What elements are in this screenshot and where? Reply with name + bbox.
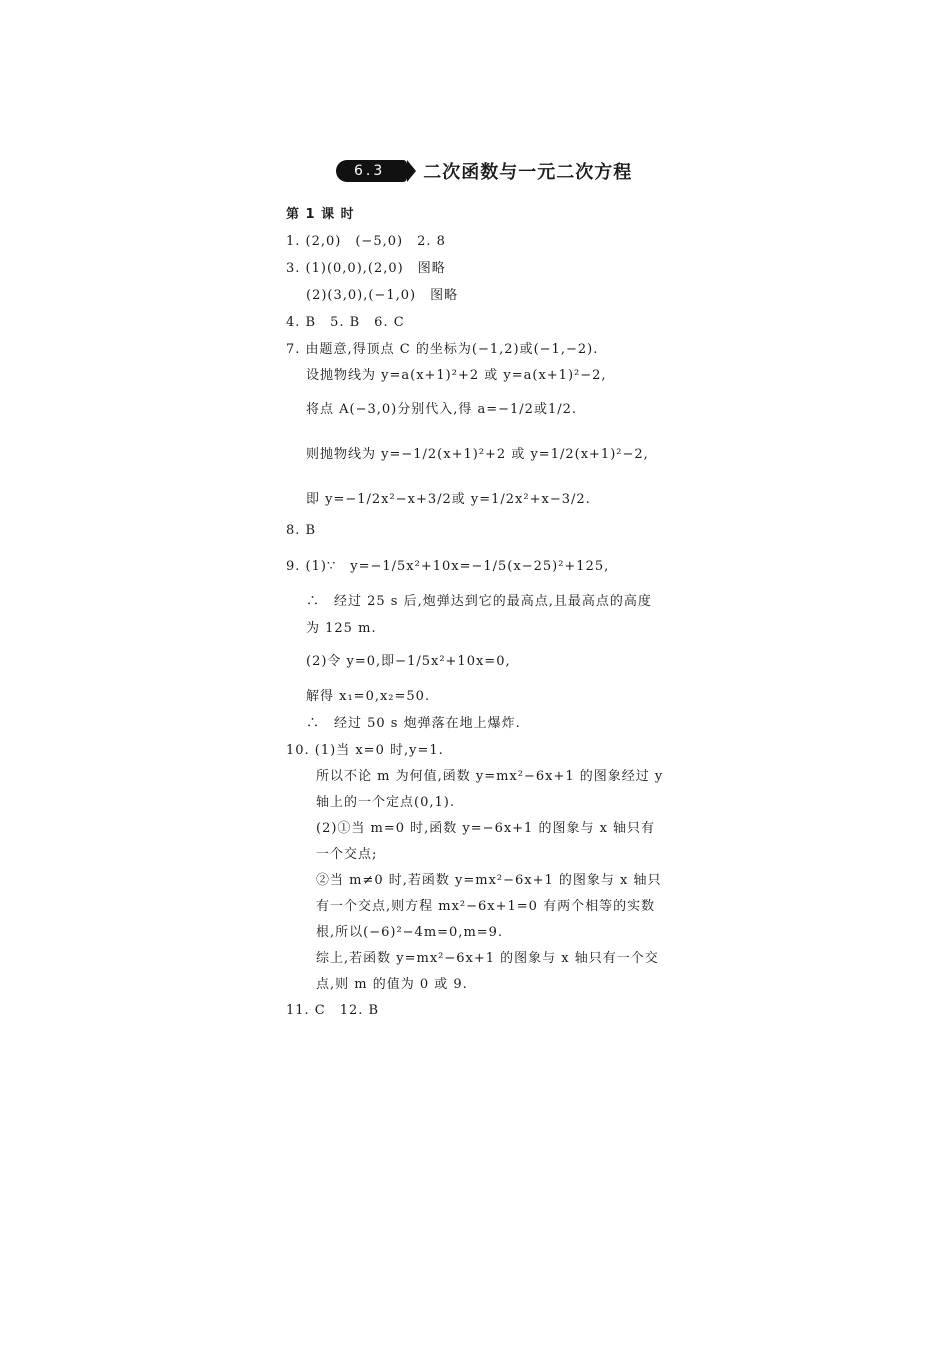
answer-line-q10-5: 一个交点; — [316, 847, 378, 862]
answer-line-q10-9: 综上,若函数 y=mx²−6x+1 的图象与 x 轴只有一个交 — [316, 951, 659, 966]
answer-line-q3-2: (2)(3,0),(−1,0) 图略 — [306, 288, 459, 303]
answer-line-q10-1: 10. (1)当 x=0 时,y=1. — [286, 743, 444, 758]
answer-line-q10-10: 点,则 m 的值为 0 或 9. — [316, 977, 468, 992]
answer-line-q9-5: 解得 x₁=0,x₂=50. — [306, 689, 431, 704]
answer-line-q9-1: 9. (1)∵ y=−1/5x²+10x=−1/5(x−25)²+125, — [286, 559, 610, 574]
answer-line-q7-2: 设抛物线为 y=a(x+1)²+2 或 y=a(x+1)²−2, — [306, 368, 607, 383]
section-title: 二次函数与一元二次方程 — [423, 162, 633, 183]
answer-line-q10-6: ②当 m≠0 时,若函数 y=mx²−6x+1 的图象与 x 轴只 — [316, 873, 662, 888]
answer-line-q4-6: 4. B 5. B 6. C — [286, 315, 405, 330]
answer-line-q9-3: 为 125 m. — [306, 621, 377, 636]
answer-line-q10-7: 有一个交点,则方程 mx²−6x+1=0 有两个相等的实数 — [316, 899, 656, 914]
lesson-heading: 第 1 课 时 — [286, 207, 355, 222]
answer-line-q9-6: ∴ 经过 50 s 炮弹落在地上爆炸. — [306, 716, 521, 731]
answer-line-q9-4: (2)令 y=0,即−1/5x²+10x=0, — [306, 654, 511, 669]
answer-line-q10-2: 所以不论 m 为何值,函数 y=mx²−6x+1 的图象经过 y — [316, 769, 664, 784]
answer-line-q11-12: 11. C 12. B — [286, 1003, 380, 1018]
answer-line-q9-2: ∴ 经过 25 s 后,炮弹达到它的最高点,且最高点的高度 — [306, 594, 652, 609]
answer-line-q10-4: (2)①当 m=0 时,函数 y=−6x+1 的图象与 x 轴只有 — [316, 821, 656, 836]
answer-line-q7-5: 即 y=−1/2x²−x+3/2或 y=1/2x²+x−3/2. — [306, 492, 591, 507]
answer-line-q7-3: 将点 A(−3,0)分别代入,得 a=−1/2或1/2. — [306, 402, 578, 417]
answer-line-q10-3: 轴上的一个定点(0,1). — [316, 795, 455, 810]
answer-line-q8: 8. B — [286, 523, 317, 538]
answer-line-q7-4: 则抛物线为 y=−1/2(x+1)²+2 或 y=1/2(x+1)²−2, — [306, 447, 649, 462]
answer-line-q3-1: 3. (1)(0,0),(2,0) 图略 — [286, 261, 446, 276]
answer-line-q10-8: 根,所以(−6)²−4m=0,m=9. — [316, 925, 504, 940]
answer-line-q1-2: 1. (2,0) (−5,0) 2. 8 — [286, 234, 446, 249]
section-header — [336, 158, 632, 184]
section-number-badge: 6.3 — [336, 160, 407, 182]
answer-line-q7-1: 7. 由题意,得顶点 C 的坐标为(−1,2)或(−1,−2). — [286, 342, 599, 357]
